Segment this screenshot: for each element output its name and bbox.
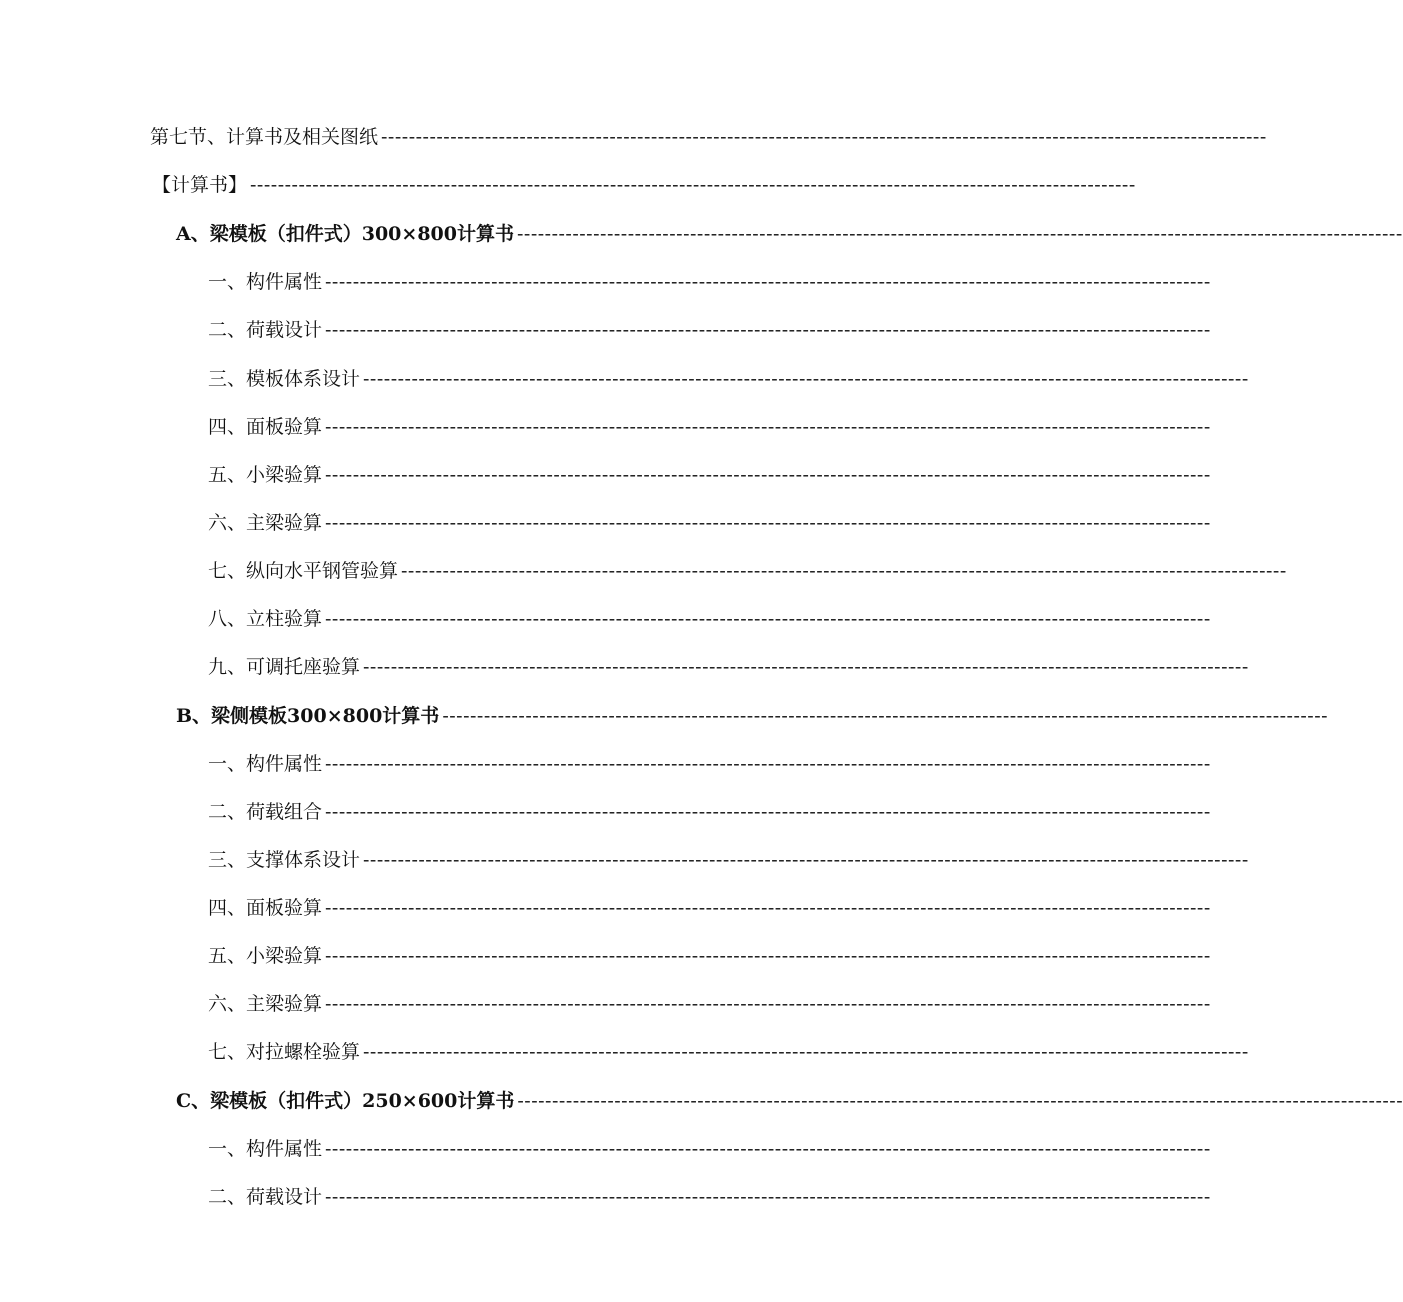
toc-entry-text: 二、荷载设计	[208, 319, 323, 341]
toc-dot-leader: --------------------------------------------------------------------------------------------------------------------------------	[325, 801, 1211, 823]
toc-dot-leader: --------------------------------------------------------------------------------------------------------------------------------	[516, 223, 1403, 245]
toc-entry-text: 三、支撑体系设计	[208, 849, 361, 871]
toc-entry-text: 一、构件属性	[208, 1138, 323, 1160]
toc-line-entry	[208, 267, 1211, 297]
toc-entry-text: 二、荷载组合	[208, 801, 323, 823]
toc-entry-text: 八、立柱验算	[208, 608, 323, 630]
toc-line-entry	[208, 893, 1211, 923]
toc-dot-leader: --------------------------------------------------------------------------------------------------------------------------------	[325, 897, 1211, 919]
toc-line-part-c	[176, 1086, 1403, 1116]
toc-entry-text: A、梁模板（扣件式）300×800计算书	[176, 223, 514, 245]
toc-entry-text: 六、主梁验算	[208, 993, 323, 1015]
toc-entry-text: B、梁侧模板300×800计算书	[176, 705, 440, 727]
toc-entry-text: 五、小梁验算	[208, 945, 323, 967]
toc-line-entry	[208, 845, 1249, 875]
toc-dot-leader: --------------------------------------------------------------------------------------------------------------------------------	[401, 560, 1287, 582]
toc-dot-leader: --------------------------------------------------------------------------------------------------------------------------------	[325, 319, 1211, 341]
toc-entry-text: C、梁模板（扣件式）250×600计算书	[176, 1090, 515, 1112]
toc-line-entry	[208, 1037, 1249, 1067]
toc-line-part-b	[176, 701, 1329, 731]
toc-line-entry	[208, 989, 1211, 1019]
toc-entry-text: 九、可调托座验算	[208, 656, 361, 678]
toc-entry-text: 七、纵向水平钢管验算	[208, 560, 399, 582]
toc-entry-text: 四、面板验算	[208, 897, 323, 919]
toc-line-entry	[208, 315, 1211, 345]
toc-entry-text: 一、构件属性	[208, 753, 323, 775]
toc-entry-text: 四、面板验算	[208, 416, 323, 438]
toc-dot-leader: --------------------------------------------------------------------------------------------------------------------------------	[381, 126, 1267, 148]
toc-line-calc-heading	[152, 170, 1136, 200]
toc-line-entry	[208, 941, 1211, 971]
toc-dot-leader: --------------------------------------------------------------------------------------------------------------------------------	[325, 271, 1211, 293]
toc-dot-leader: --------------------------------------------------------------------------------------------------------------------------------	[325, 1138, 1211, 1160]
toc-entry-text: 七、对拉螺栓验算	[208, 1041, 361, 1063]
toc-line-section-title	[150, 122, 1267, 152]
toc-dot-leader: --------------------------------------------------------------------------------------------------------------------------------	[442, 705, 1329, 727]
toc-line-entry	[208, 412, 1211, 442]
toc-dot-leader: --------------------------------------------------------------------------------------------------------------------------------	[363, 368, 1249, 390]
toc-dot-leader: --------------------------------------------------------------------------------------------------------------------------------	[325, 945, 1211, 967]
toc-dot-leader: --------------------------------------------------------------------------------------------------------------------------------	[250, 174, 1136, 196]
toc-line-entry	[208, 1134, 1211, 1164]
toc-entry-text: 三、模板体系设计	[208, 368, 361, 390]
toc-entry-text: 一、构件属性	[208, 271, 323, 293]
toc-dot-leader: --------------------------------------------------------------------------------------------------------------------------------	[517, 1090, 1403, 1112]
toc-dot-leader: --------------------------------------------------------------------------------------------------------------------------------	[363, 1041, 1249, 1063]
toc-line-part-a	[176, 219, 1403, 249]
toc-line-entry	[208, 556, 1287, 586]
toc-line-entry	[208, 460, 1211, 490]
toc-line-entry	[208, 604, 1211, 634]
toc-dot-leader: --------------------------------------------------------------------------------------------------------------------------------	[325, 753, 1211, 775]
toc-line-entry	[208, 508, 1211, 538]
toc-line-entry	[208, 749, 1211, 779]
toc-dot-leader: --------------------------------------------------------------------------------------------------------------------------------	[325, 416, 1211, 438]
toc-entry-text: 五、小梁验算	[208, 464, 323, 486]
toc-line-entry	[208, 652, 1249, 682]
toc-dot-leader: --------------------------------------------------------------------------------------------------------------------------------	[363, 656, 1249, 678]
toc-line-entry	[208, 364, 1249, 394]
toc-entry-text: 二、荷载设计	[208, 1186, 323, 1208]
toc-entry-text: 六、主梁验算	[208, 512, 323, 534]
toc-dot-leader: --------------------------------------------------------------------------------------------------------------------------------	[325, 512, 1211, 534]
toc-dot-leader: --------------------------------------------------------------------------------------------------------------------------------	[325, 608, 1211, 630]
toc-line-entry	[208, 797, 1211, 827]
toc-entry-text: 【计算书】	[152, 174, 248, 196]
toc-line-entry	[208, 1182, 1211, 1212]
toc-dot-leader: --------------------------------------------------------------------------------------------------------------------------------	[325, 464, 1211, 486]
toc-dot-leader: --------------------------------------------------------------------------------------------------------------------------------	[325, 1186, 1211, 1208]
toc-dot-leader: --------------------------------------------------------------------------------------------------------------------------------	[363, 849, 1249, 871]
toc-dot-leader: --------------------------------------------------------------------------------------------------------------------------------	[325, 993, 1211, 1015]
toc-entry-text: 第七节、计算书及相关图纸	[150, 126, 379, 148]
